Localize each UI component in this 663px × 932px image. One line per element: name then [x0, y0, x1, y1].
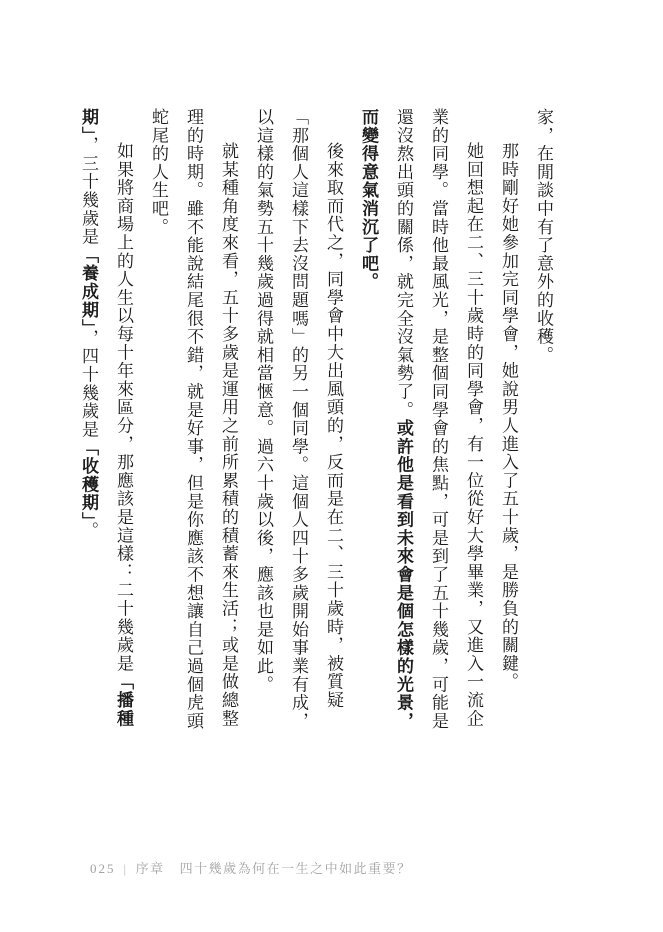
footer-separator: |	[123, 861, 128, 876]
text-segment: 。	[79, 521, 98, 541]
paragraph	[246, 108, 351, 732]
paragraph	[491, 108, 526, 732]
emphasis-text: 「養成期」	[79, 245, 98, 329]
emphasis-text: 「播種期」	[79, 108, 133, 728]
page-number: 025	[90, 861, 116, 876]
text-segment: ，三十幾歲是	[79, 136, 98, 246]
paragraph	[351, 108, 491, 732]
text-segment: 她回想起在二、三十歲時的同學會，有一位從好大學畢業，又進入一流企業的同學。當時他最風光，是整個同學會的焦點，可是到了五十幾歲，可能是還沒熬出頭的關係，就完全沒氣勢了。	[394, 108, 483, 731]
page-footer	[90, 858, 412, 877]
text-segment: 家，在閒談中有了意外的收穫。	[534, 108, 553, 365]
paragraph	[71, 108, 141, 732]
chapter-title: 四十幾歲為何在一生之中如此重要？	[179, 861, 412, 876]
body-text	[71, 108, 561, 732]
chapter-label: 序章	[135, 861, 165, 876]
emphasis-text: 或許他是看到未來會是個怎樣的光景，而變得意氣消沉了吧。	[359, 108, 413, 731]
text-segment: 如果將商場上的人生以每十年來區分，那應該是這樣：二十幾歲是	[114, 142, 133, 673]
paragraph	[526, 108, 561, 732]
text-segment: 那時剛好她參加完同學會，她說男人進入了五十歲，是勝負的關鍵。	[499, 142, 518, 691]
text-segment: ，四十幾歲是	[79, 328, 98, 439]
paragraph	[141, 108, 246, 732]
emphasis-text: 「收穫期」	[79, 438, 98, 522]
text-segment: 後來取而代之，同學會中大出風頭的，反而是在二、三十歲時，被質疑「那個人這樣下去沒問題嗎」的另一個同學。這個人四十多歲開始事業有成，以這樣的氣勢五十幾歲過得就相當愜意。過六十歲以後，應該也是如此。	[254, 108, 343, 731]
text-segment: 就某種角度來看，五十多歲是運用之前所累積的積蓄來生活；或是做總整理的時期。雖不能說結尾很不錯，就是好事，但是你應該不想讓自己過個虎頭蛇尾的人生吧。	[149, 108, 238, 731]
